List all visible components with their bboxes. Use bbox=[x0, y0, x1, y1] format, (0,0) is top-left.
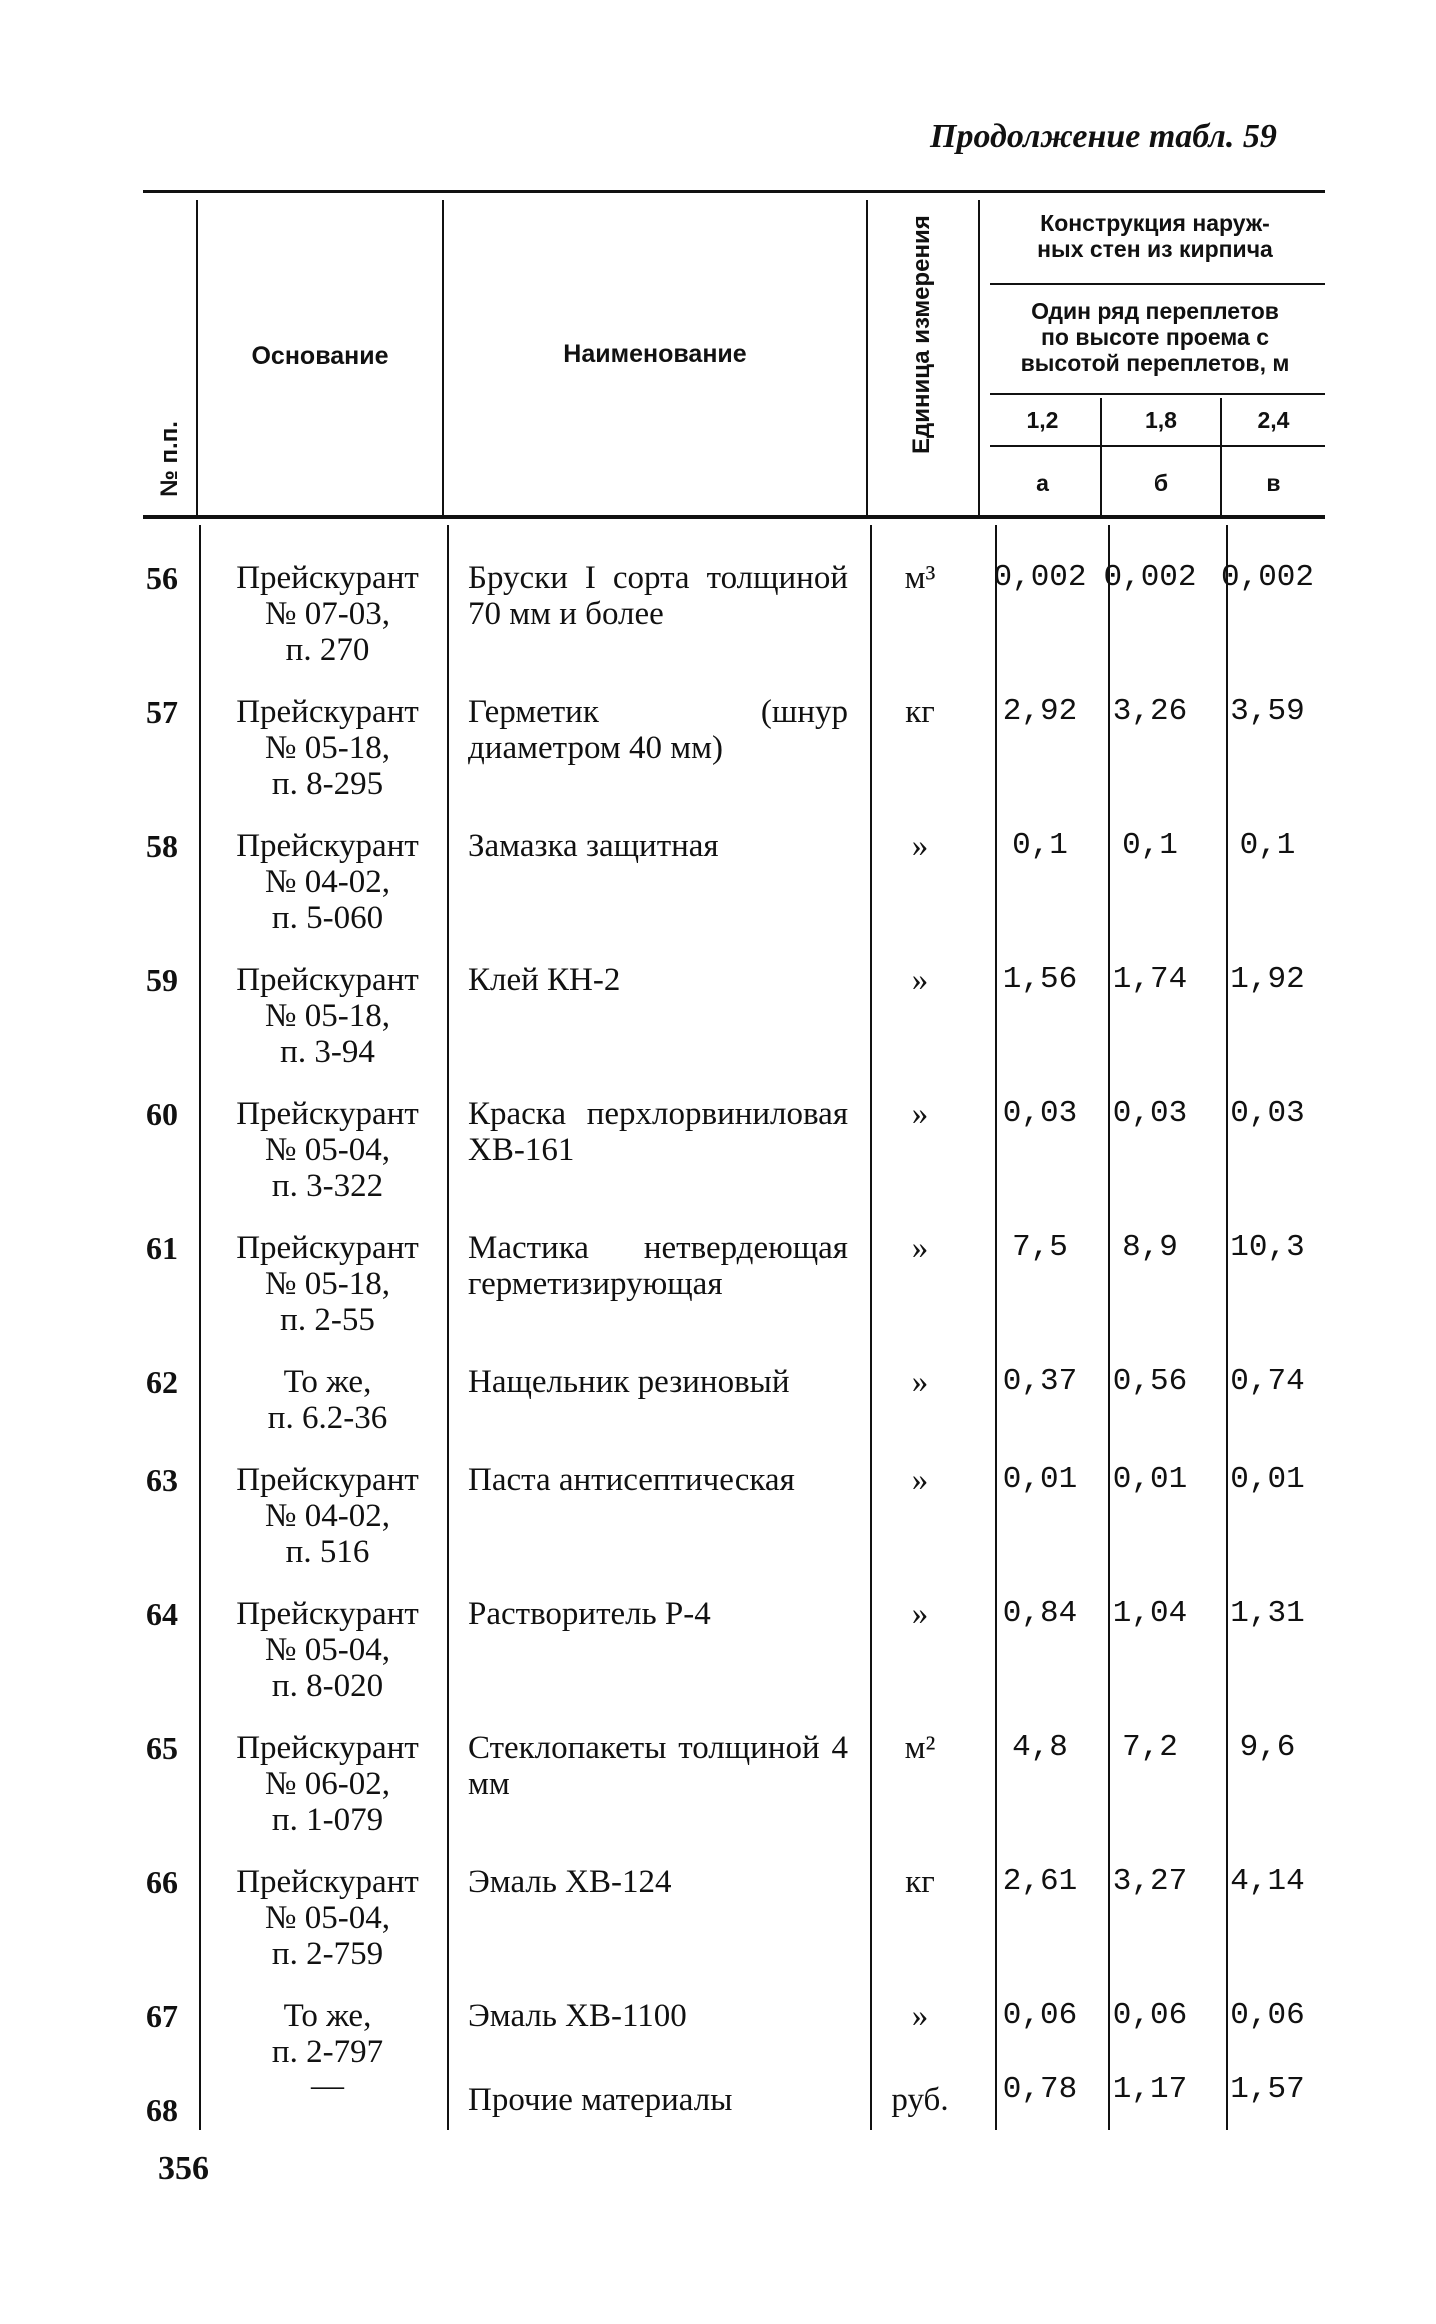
row-basis bbox=[205, 560, 450, 668]
row-basis-line: п. 3-322 bbox=[271, 1168, 384, 1204]
row-value-c: 0,01 bbox=[1230, 1462, 1305, 1497]
row-number: 64 bbox=[146, 1596, 178, 1632]
row-number: 57 bbox=[146, 694, 178, 730]
row-value-b: 0,56 bbox=[1112, 1364, 1188, 1399]
row-basis-line: п. 3-94 bbox=[280, 1034, 375, 1070]
row-unit: » bbox=[911, 1230, 929, 1266]
row-basis-line: № 06-02, bbox=[265, 1766, 390, 1802]
row-basis bbox=[205, 1364, 450, 1436]
row-unit: » bbox=[911, 1998, 929, 2034]
row-value-b: 7,2 bbox=[1122, 1730, 1178, 1765]
row-basis-line: Прейскурант bbox=[236, 1730, 419, 1766]
subgroup-header-line-2: по высоте проема с bbox=[1041, 324, 1269, 350]
row-name: Стеклопакеты толщиной 4 мм bbox=[468, 1730, 848, 1802]
letter-header-a: а bbox=[1036, 470, 1049, 496]
row-basis-line: № 04-02, bbox=[265, 864, 390, 900]
row-value-a: 0,01 bbox=[1002, 1462, 1078, 1497]
row-number: 56 bbox=[146, 560, 178, 596]
row-value-b: 3,27 bbox=[1112, 1864, 1188, 1899]
row-basis-line: п. 516 bbox=[285, 1534, 370, 1570]
row-value-b: 0,1 bbox=[1122, 828, 1178, 863]
row-value-c: 9,6 bbox=[1239, 1730, 1296, 1765]
row-unit: » bbox=[911, 962, 929, 998]
row-basis-line: № 05-18, bbox=[265, 730, 390, 766]
col-basis-header: Основание bbox=[251, 342, 389, 370]
row-number: 58 bbox=[146, 828, 178, 864]
row-value-a: 0,03 bbox=[1002, 1096, 1078, 1131]
group-header bbox=[985, 210, 1325, 262]
row-number: 62 bbox=[146, 1364, 178, 1400]
row-basis-line: То же, bbox=[283, 1364, 372, 1400]
page-number: 356 bbox=[158, 2150, 209, 2187]
subgroup-header-line-3: высотой переплетов, м bbox=[1020, 350, 1290, 376]
heights-rule bbox=[990, 445, 1325, 447]
row-name: Клей КН-2 bbox=[468, 962, 621, 998]
row-unit: » bbox=[911, 1096, 929, 1132]
row-value-c: 1,31 bbox=[1230, 1596, 1305, 1631]
row-basis bbox=[205, 1730, 450, 1838]
row-basis-line: п. 1-079 bbox=[271, 1802, 384, 1838]
row-value-a: 0,37 bbox=[1002, 1364, 1078, 1399]
row-value-a: 0,1 bbox=[1012, 828, 1068, 863]
row-unit: » bbox=[911, 1462, 929, 1498]
row-basis bbox=[205, 1998, 450, 2070]
row-basis-line: п. 5-060 bbox=[271, 900, 384, 936]
body-vline-1 bbox=[199, 525, 201, 2130]
row-basis-line: Прейскурант bbox=[236, 828, 419, 864]
row-name: Прочие материалы bbox=[468, 2082, 733, 2118]
col-unit-header: Единица измерения bbox=[908, 215, 935, 454]
row-value-c: 0,74 bbox=[1230, 1364, 1305, 1399]
row-basis-line: Прейскурант bbox=[236, 1596, 419, 1632]
row-name: Эмаль ХВ-124 bbox=[468, 1864, 672, 1900]
row-basis-line: № 05-04, bbox=[265, 1132, 390, 1168]
row-number: 66 bbox=[146, 1864, 178, 1900]
row-basis-line: Прейскурант bbox=[236, 1462, 419, 1498]
row-basis bbox=[205, 1096, 450, 1204]
row-value-a: 2,61 bbox=[1002, 1864, 1078, 1899]
header-vline-3 bbox=[866, 200, 868, 515]
subgroup-header bbox=[985, 298, 1325, 376]
row-value-a: 0,002 bbox=[993, 560, 1087, 595]
header-vline-4 bbox=[978, 200, 980, 515]
row-basis-line: п. 2-55 bbox=[280, 1302, 375, 1338]
row-number: 68 bbox=[146, 2092, 178, 2128]
row-unit: м² bbox=[904, 1730, 936, 1766]
row-basis bbox=[205, 1230, 450, 1338]
row-unit: » bbox=[911, 1364, 929, 1400]
row-basis-line: п. 270 bbox=[285, 632, 370, 668]
row-name: Герметик (шнур диаметром 40 мм) bbox=[468, 694, 848, 766]
row-value-a: 0,06 bbox=[1002, 1998, 1078, 2033]
row-value-c: 1,92 bbox=[1230, 962, 1305, 997]
row-value-a: 7,5 bbox=[1012, 1230, 1068, 1265]
col-num-header: № п.п. bbox=[156, 421, 183, 497]
row-value-b: 1,04 bbox=[1112, 1596, 1188, 1631]
header-vline-2 bbox=[442, 200, 444, 515]
row-basis-line: п. 6.2-36 bbox=[267, 1400, 388, 1436]
row-unit: » bbox=[911, 1596, 929, 1632]
row-unit: кг bbox=[905, 1864, 935, 1900]
col-name-header: Наименование bbox=[563, 340, 747, 368]
row-name: Замазка защитная bbox=[468, 828, 719, 864]
row-basis bbox=[205, 962, 450, 1070]
row-name: Бруски I сорта толщиной 70 мм и более bbox=[468, 560, 848, 632]
letter-header-b: б bbox=[1153, 470, 1169, 496]
subgroup-rule bbox=[990, 393, 1325, 395]
group-rule bbox=[990, 283, 1325, 285]
row-unit: » bbox=[911, 828, 929, 864]
row-basis-line: п. 2-797 bbox=[271, 2034, 384, 2070]
row-basis-line: п. 8-020 bbox=[271, 1668, 384, 1704]
row-value-c: 10,3 bbox=[1230, 1230, 1305, 1265]
row-basis bbox=[205, 1864, 450, 1972]
row-value-b: 3,26 bbox=[1112, 694, 1188, 729]
header-bottom-rule bbox=[143, 515, 1325, 519]
row-value-a: 0,84 bbox=[1002, 1596, 1078, 1631]
row-value-b: 0,002 bbox=[1103, 560, 1197, 595]
row-basis-line: То же, bbox=[283, 1998, 372, 2034]
row-value-b: 0,06 bbox=[1112, 1998, 1188, 2033]
row-basis-line: № 07-03, bbox=[265, 596, 390, 632]
row-name: Мастика нетвердеющая герметизирующая bbox=[468, 1230, 848, 1302]
height-header-b: 1,8 bbox=[1145, 407, 1177, 433]
row-unit: м³ bbox=[904, 560, 936, 596]
row-name: Паста антисептическая bbox=[468, 1462, 795, 1498]
row-value-a: 2,92 bbox=[1002, 694, 1078, 729]
row-number: 59 bbox=[146, 962, 178, 998]
row-basis-line: Прейскурант bbox=[236, 1096, 419, 1132]
row-basis-line: Прейскурант bbox=[236, 1230, 419, 1266]
row-value-a: 0,78 bbox=[1002, 2072, 1078, 2107]
row-value-b: 8,9 bbox=[1122, 1230, 1178, 1265]
row-value-b: 1,74 bbox=[1112, 962, 1188, 997]
group-header-line-2: ных стен из кирпича bbox=[1037, 236, 1273, 262]
row-basis-line: № 04-02, bbox=[265, 1498, 390, 1534]
row-basis-line: № 05-18, bbox=[265, 998, 390, 1034]
row-number: 61 bbox=[146, 1230, 178, 1266]
row-name: Краска перхлорвиниловая ХВ-161 bbox=[468, 1096, 848, 1168]
body-vline-3 bbox=[870, 525, 872, 2130]
row-value-c: 0,002 bbox=[1220, 560, 1314, 595]
row-number: 60 bbox=[146, 1096, 178, 1132]
row-basis bbox=[205, 694, 450, 802]
height-header-c: 2,4 bbox=[1257, 407, 1290, 433]
row-basis-line: п. 2-759 bbox=[271, 1936, 384, 1972]
row-value-c: 3,59 bbox=[1230, 694, 1305, 729]
row-basis-line: Прейскурант bbox=[236, 962, 419, 998]
row-number: 67 bbox=[146, 1998, 178, 2034]
row-value-b: 1,17 bbox=[1112, 2072, 1188, 2107]
header-vline-1 bbox=[196, 200, 198, 515]
group-header-line-1: Конструкция наруж- bbox=[1040, 210, 1270, 236]
row-name: Нащельник резиновый bbox=[468, 1364, 790, 1400]
subgroup-header-line-1: Один ряд переплетов bbox=[1031, 298, 1279, 324]
row-basis-line: Прейскурант bbox=[236, 694, 419, 730]
row-name: Эмаль ХВ-1100 bbox=[468, 1998, 687, 2034]
row-value-b: 0,01 bbox=[1112, 1462, 1188, 1497]
row-number: 65 bbox=[146, 1730, 178, 1766]
letter-header-c: в bbox=[1266, 470, 1281, 496]
row-value-c: 4,14 bbox=[1230, 1864, 1305, 1899]
row-value-c: 0,03 bbox=[1230, 1096, 1305, 1131]
row-value-b: 0,03 bbox=[1112, 1096, 1188, 1131]
row-unit: руб. bbox=[891, 2082, 949, 2118]
row-number: 63 bbox=[146, 1462, 178, 1498]
row-value-a: 1,56 bbox=[1002, 962, 1078, 997]
row-value-a: 4,8 bbox=[1012, 1730, 1068, 1765]
top-rule bbox=[143, 190, 1325, 193]
row-basis bbox=[205, 1462, 450, 1570]
height-header-a: 1,2 bbox=[1026, 407, 1059, 433]
row-basis-line: Прейскурант bbox=[236, 560, 419, 596]
table-caption: Продолжение табл. 59 bbox=[930, 118, 1277, 155]
row-unit: кг bbox=[905, 694, 935, 730]
row-basis-line: п. 8-295 bbox=[271, 766, 384, 802]
row-name: Растворитель Р-4 bbox=[468, 1596, 711, 1632]
row-basis-line: № 05-04, bbox=[265, 1632, 390, 1668]
row-basis-line: № 05-18, bbox=[265, 1266, 390, 1302]
row-basis bbox=[205, 1596, 450, 1704]
row-basis bbox=[205, 2068, 450, 2104]
row-basis bbox=[205, 828, 450, 936]
row-value-c: 0,06 bbox=[1230, 1998, 1305, 2033]
row-basis-line: — bbox=[311, 2068, 344, 2104]
row-basis-line: Прейскурант bbox=[236, 1864, 419, 1900]
row-value-c: 0,1 bbox=[1239, 828, 1296, 863]
row-basis-line: № 05-04, bbox=[265, 1900, 390, 1936]
row-value-c: 1,57 bbox=[1230, 2072, 1305, 2107]
